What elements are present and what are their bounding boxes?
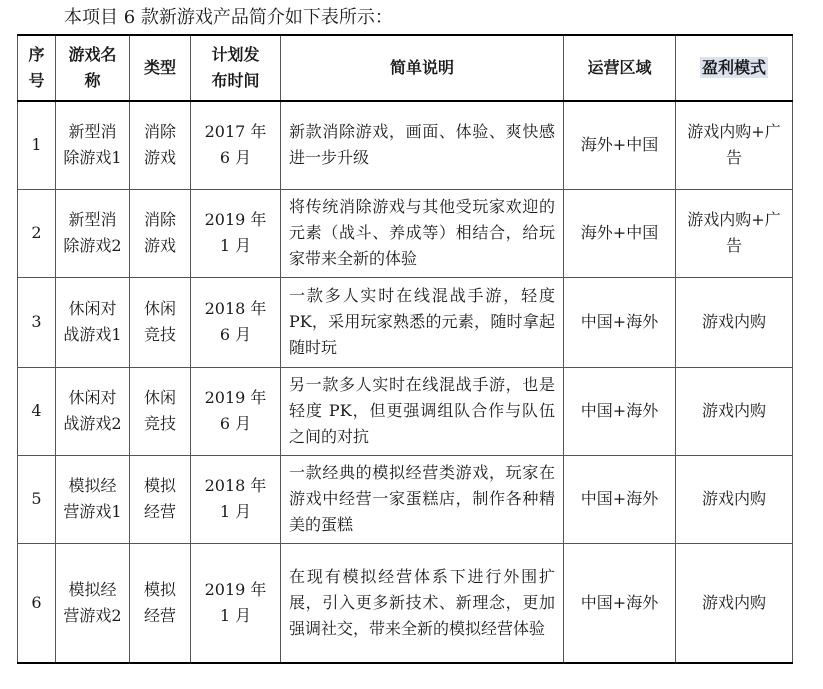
cell-type: 模拟经营 bbox=[130, 543, 191, 663]
header-region: 运营区域 bbox=[564, 35, 676, 101]
cell-type: 消除游戏 bbox=[130, 101, 191, 189]
header-index: 序号 bbox=[18, 35, 56, 101]
cell-name: 休闲对战游戏1 bbox=[56, 277, 130, 367]
intro-text: 本项目 6 款新游戏产品简介如下表所示： bbox=[64, 7, 393, 28]
cell-launch: 2017 年 6 月 bbox=[191, 101, 281, 189]
header-profit bbox=[676, 35, 793, 101]
game-products-table bbox=[17, 34, 793, 664]
cell-type: 休闲竞技 bbox=[130, 367, 191, 455]
header-profit-label: 盈利模式 bbox=[701, 58, 766, 77]
header-desc: 简单说明 bbox=[281, 35, 564, 101]
cell-desc: 另一款多人实时在线混战手游，也是轻度 PK，但更强调组队合作与队伍之间的对抗 bbox=[281, 367, 564, 455]
cell-type: 模拟经营 bbox=[130, 455, 191, 543]
table-header-row bbox=[18, 35, 793, 101]
cell-desc: 将传统消除游戏与其他受玩家欢迎的元素（战斗、养成等）相结合，给玩家带来全新的体验 bbox=[281, 189, 564, 277]
header-type: 类型 bbox=[130, 35, 191, 101]
cell-launch: 2018 年 1 月 bbox=[191, 455, 281, 543]
cell-profit: 游戏内购+广告 bbox=[676, 101, 793, 189]
cell-index: 3 bbox=[18, 277, 56, 367]
cell-region: 中国+海外 bbox=[564, 367, 676, 455]
cell-profit: 游戏内购 bbox=[676, 367, 793, 455]
table-row bbox=[18, 367, 793, 455]
cell-region: 中国+海外 bbox=[564, 543, 676, 663]
cell-name: 新型消除游戏2 bbox=[56, 189, 130, 277]
cell-profit: 游戏内购 bbox=[676, 543, 793, 663]
cell-index: 2 bbox=[18, 189, 56, 277]
cell-launch: 2019 年 1 月 bbox=[191, 543, 281, 663]
cell-launch: 2019 年 1 月 bbox=[191, 189, 281, 277]
cell-name: 模拟经营游戏2 bbox=[56, 543, 130, 663]
cell-region: 海外+中国 bbox=[564, 101, 676, 189]
cell-name: 休闲对战游戏2 bbox=[56, 367, 130, 455]
cell-desc: 新款消除游戏，画面、体验、爽快感进一步升级 bbox=[281, 101, 564, 189]
cell-region: 海外+中国 bbox=[564, 189, 676, 277]
table-row bbox=[18, 455, 793, 543]
cell-name: 新型消除游戏1 bbox=[56, 101, 130, 189]
header-name: 游戏名称 bbox=[56, 35, 130, 101]
header-launch: 计划发布时间 bbox=[191, 35, 281, 101]
cell-launch: 2019 年 6 月 bbox=[191, 367, 281, 455]
table-row bbox=[18, 543, 793, 663]
cell-desc: 在现有模拟经营体系下进行外围扩展，引入更多新技术、新理念，更加强调社交，带来全新的模拟经营体验 bbox=[281, 543, 564, 663]
cell-profit: 游戏内购+广告 bbox=[676, 189, 793, 277]
cell-index: 5 bbox=[18, 455, 56, 543]
cell-launch: 2018 年 6 月 bbox=[191, 277, 281, 367]
table-row bbox=[18, 189, 793, 277]
cell-profit: 游戏内购 bbox=[676, 277, 793, 367]
cell-index: 1 bbox=[18, 101, 56, 189]
cell-type: 休闲竞技 bbox=[130, 277, 191, 367]
cell-region: 中国+海外 bbox=[564, 455, 676, 543]
cell-desc: 一款多人实时在线混战手游，轻度 PK，采用玩家熟悉的元素，随时拿起随时玩 bbox=[281, 277, 564, 367]
table-row bbox=[18, 277, 793, 367]
cell-desc: 一款经典的模拟经营类游戏，玩家在游戏中经营一家蛋糕店，制作各种精美的蛋糕 bbox=[281, 455, 564, 543]
cell-region: 中国+海外 bbox=[564, 277, 676, 367]
cell-profit: 游戏内购 bbox=[676, 455, 793, 543]
cell-index: 4 bbox=[18, 367, 56, 455]
table-row bbox=[18, 101, 793, 189]
cell-index: 6 bbox=[18, 543, 56, 663]
cell-type: 消除游戏 bbox=[130, 189, 191, 277]
cell-name: 模拟经营游戏1 bbox=[56, 455, 130, 543]
